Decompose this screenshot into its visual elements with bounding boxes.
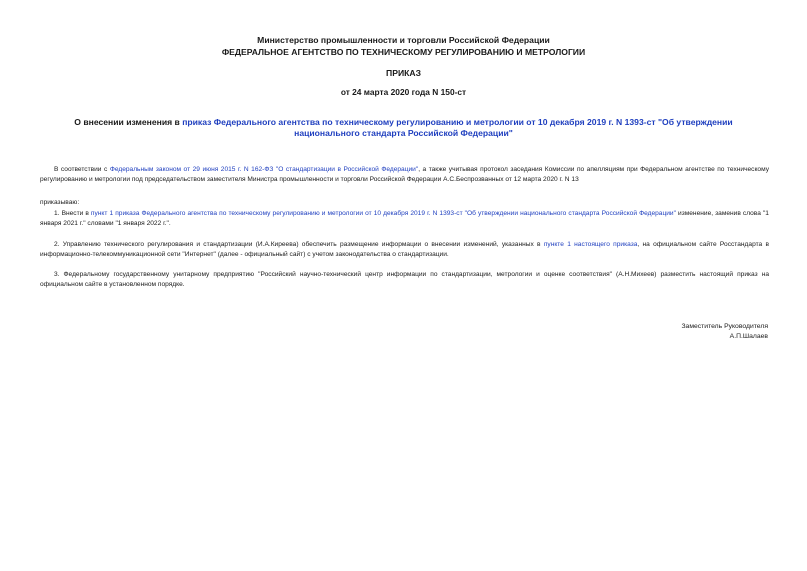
agency-heading: ФЕДЕРАЛЬНОЕ АГЕНТСТВО ПО ТЕХНИЧЕСКОМУ РЕГУЛИРОВАНИЮ И МЕТРОЛОГИИ (221, 47, 586, 57)
item-1-before: 1. Внести в (54, 210, 91, 217)
point-1-link[interactable]: пункте 1 настоящего приказа (543, 241, 638, 248)
order-point-link[interactable]: пункт 1 приказа Федерального агентства по техническому регулированию и метрологии от 10 декабря 2019 г. N 1393-ст "Об утверждении национального стандарта Российской Федерации" (90, 210, 676, 217)
item-2-after: , на официальном сайте Росстандарта в информационно-телекоммуникационной сети "Интернет" (далее - официальный сайт) с учетом законодательства о стандартизации. (40, 241, 769, 258)
paragraph-item-3: 3. Федеральному государственному унитарному предприятию "Российский научно-технический центр информации по стандартизации, метрологии и оценке соответствия" (А.Н.Михеев) разместить настоящий приказ на официальном сайте в установленном порядке. (40, 271, 769, 288)
title-order-link[interactable]: приказ Федерального агентства по техническому регулированию и метрологии от 10 декабря 2019 г. N 1393-ст "Об утверждении национального стандарта Российской Федерации" (182, 117, 733, 138)
document-type: ПРИКАЗ (386, 68, 421, 78)
title-prefix: О внесении изменения в (74, 117, 183, 127)
paragraph-preamble (40, 165, 769, 185)
ministry-heading: Министерство промышленности и торговли Российской Федерации (257, 35, 550, 45)
item-1-after: изменение, заменив слова "1 января 2021 г." словами "1 января 2022 г.". (40, 210, 769, 227)
signatory-name: А.П.Шалаев (729, 333, 768, 340)
preamble-before: В соответствии с (54, 166, 110, 173)
document-date-number: от 24 марта 2020 года N 150-ст (340, 87, 467, 97)
paragraph-item-1 (40, 209, 769, 229)
signatory-position: Заместитель Руководителя (681, 323, 768, 330)
item-2-before: 2. Управлению технического регулирования и стандартизации (И.А.Киреева) обеспечить размещение информации о внесении изменений, указанных в (54, 241, 544, 248)
preamble-after: , а также учитывая протокол заседания Комиссии по апелляциям при Федеральном агентстве по техническому регулированию и метрологии под председательством заместителя Министра промышленности и торговли Российской Федерации А.С.Беспрозванных от 12 марта 2020 г. N 13 (40, 166, 769, 183)
paragraph-item-2 (40, 240, 769, 260)
signature-block (681, 322, 768, 342)
federal-law-link[interactable]: Федеральным законом от 29 июня 2015 г. N 162-ФЗ "О стандартизации в Российской Федерации" (109, 166, 419, 173)
document-title (50, 117, 757, 139)
decree-word: приказываю: (40, 199, 80, 206)
